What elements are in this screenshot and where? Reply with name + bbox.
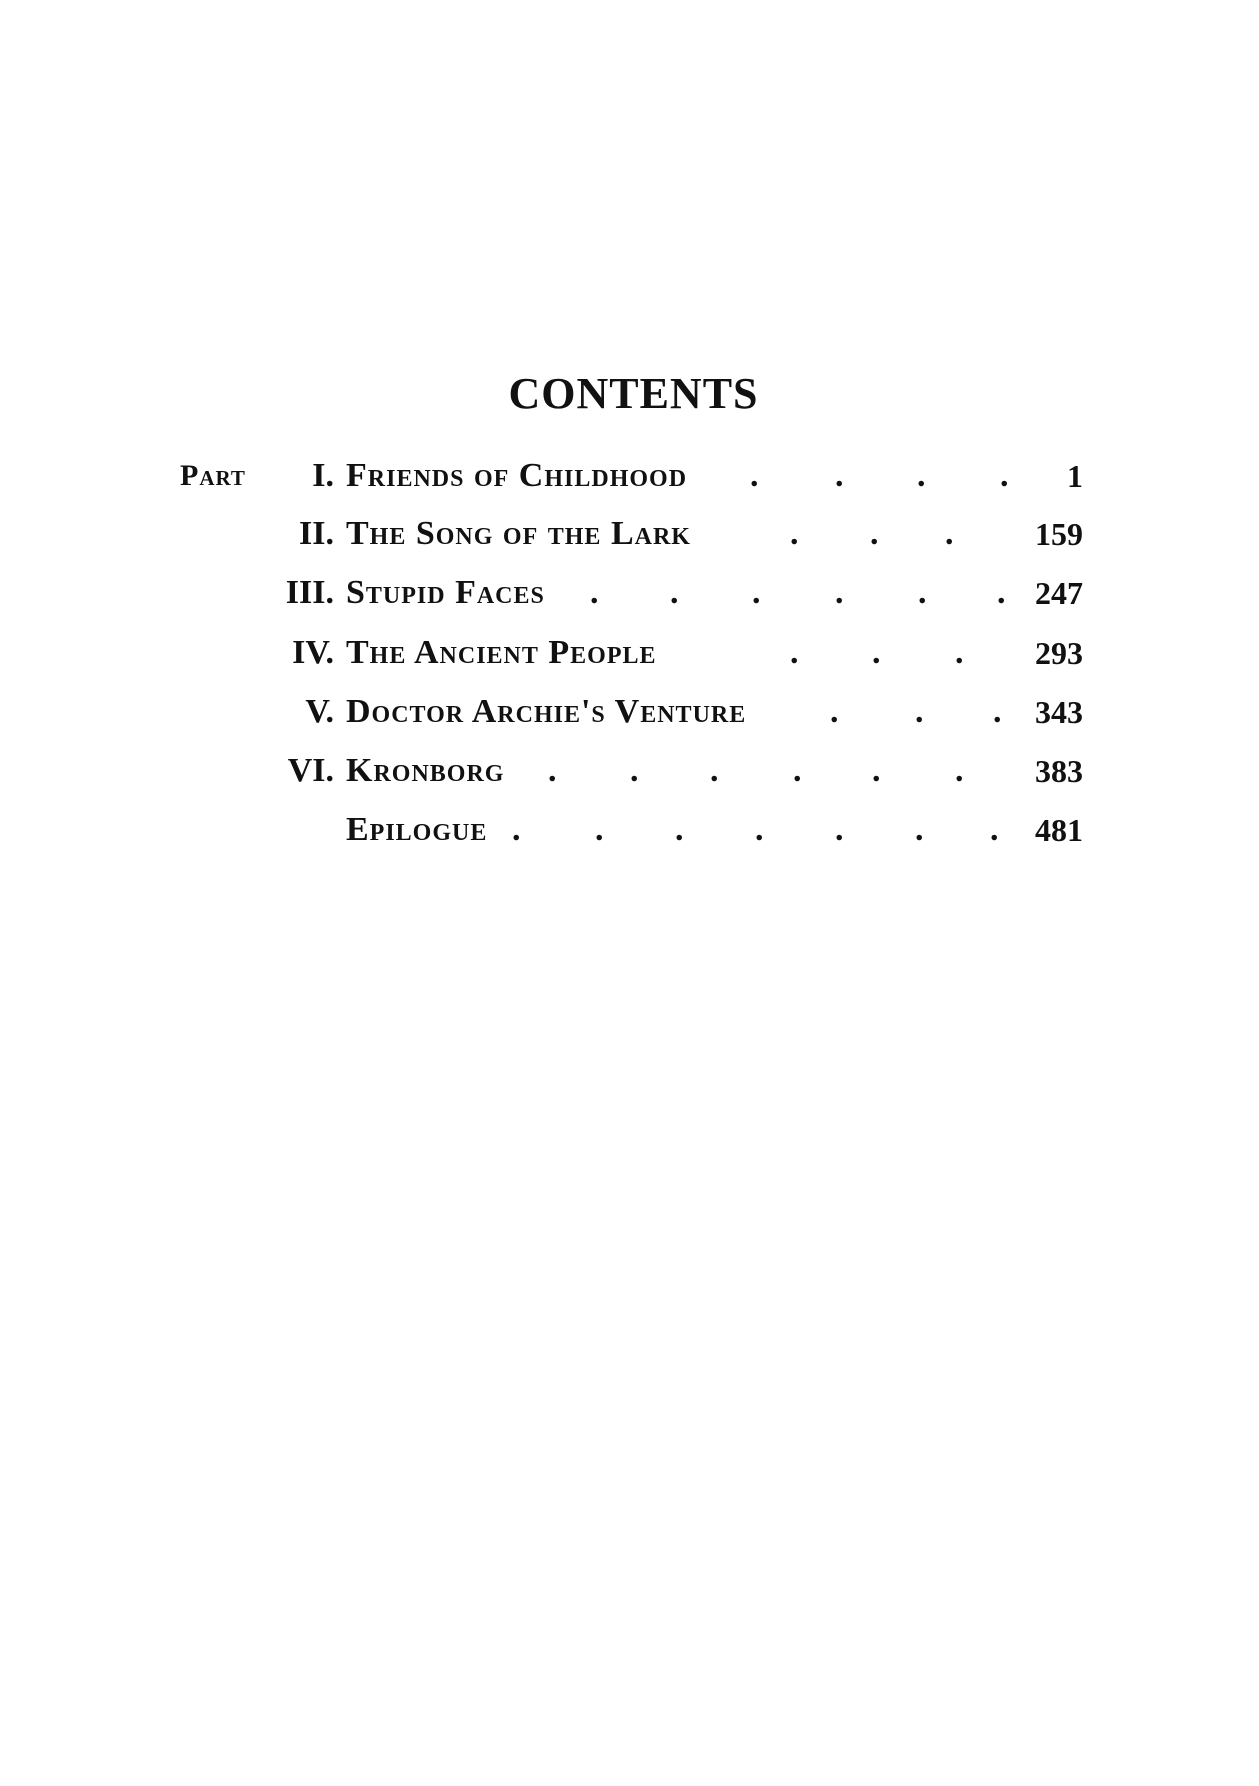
dot-leader: . [993,693,1002,730]
dot-leader: . [512,811,521,848]
toc-numeral: IV. [292,634,334,671]
toc-page-number: 481 [1035,812,1083,848]
toc-entry [0,452,1259,500]
toc-entry [0,806,1259,854]
dot-leader: . [752,574,761,611]
dot-leader: . [755,811,764,848]
dot-leader: . [670,574,679,611]
dot-leader: . [548,752,557,789]
dot-leader: . [990,811,999,848]
dot-leader: . [750,457,759,494]
dot-leader: . [835,811,844,848]
contents-heading: CONTENTS [508,369,759,418]
dot-leader: . [1000,457,1009,494]
toc-entry [0,510,1259,558]
dot-leader: . [830,693,839,730]
toc-numeral: III. [285,574,334,611]
dot-leader: . [955,752,964,789]
toc-title: Friends of Childhood [346,457,688,494]
dot-leader: . [790,515,799,552]
dot-leader: . [915,811,924,848]
toc-numeral: V. [305,693,334,730]
dot-leader: . [997,574,1006,611]
dot-leader: . [872,634,881,671]
toc-page-number: 343 [1035,694,1083,730]
toc-entry [0,747,1259,795]
dot-leader: . [793,752,802,789]
toc-page-number: 293 [1035,635,1083,671]
toc-page-number: 1 [1067,458,1083,494]
dot-leader: . [870,515,879,552]
toc-page-number: 383 [1035,753,1083,789]
dot-leader: . [915,693,924,730]
toc-title: The Ancient People [346,634,657,671]
toc-title: Kronborg [346,752,505,789]
dot-leader: . [590,574,599,611]
dot-leader: . [945,515,954,552]
dot-leader: . [595,811,604,848]
part-label: Part [180,459,246,492]
toc-title: Doctor Archie's Venture [346,693,747,730]
toc-entry [0,629,1259,677]
toc-title: Epilogue [346,811,488,848]
toc-numeral: I. [312,457,334,494]
toc-title: Stupid Faces [346,574,545,611]
toc-numeral: VI. [287,752,334,789]
toc-entry [0,688,1259,736]
dot-leader: . [955,634,964,671]
dot-leader: . [835,574,844,611]
dot-leader: . [872,752,881,789]
toc-entry [0,569,1259,617]
toc-page-number: 247 [1035,575,1083,611]
dot-leader: . [917,457,926,494]
dot-leader: . [710,752,719,789]
dot-leader: . [835,457,844,494]
toc-page-number: 159 [1035,516,1083,552]
dot-leader: . [630,752,639,789]
dot-leader: . [918,574,927,611]
toc-title: The Song of the Lark [346,515,691,552]
dot-leader: . [675,811,684,848]
toc-numeral: II. [299,515,334,552]
dot-leader: . [790,634,799,671]
